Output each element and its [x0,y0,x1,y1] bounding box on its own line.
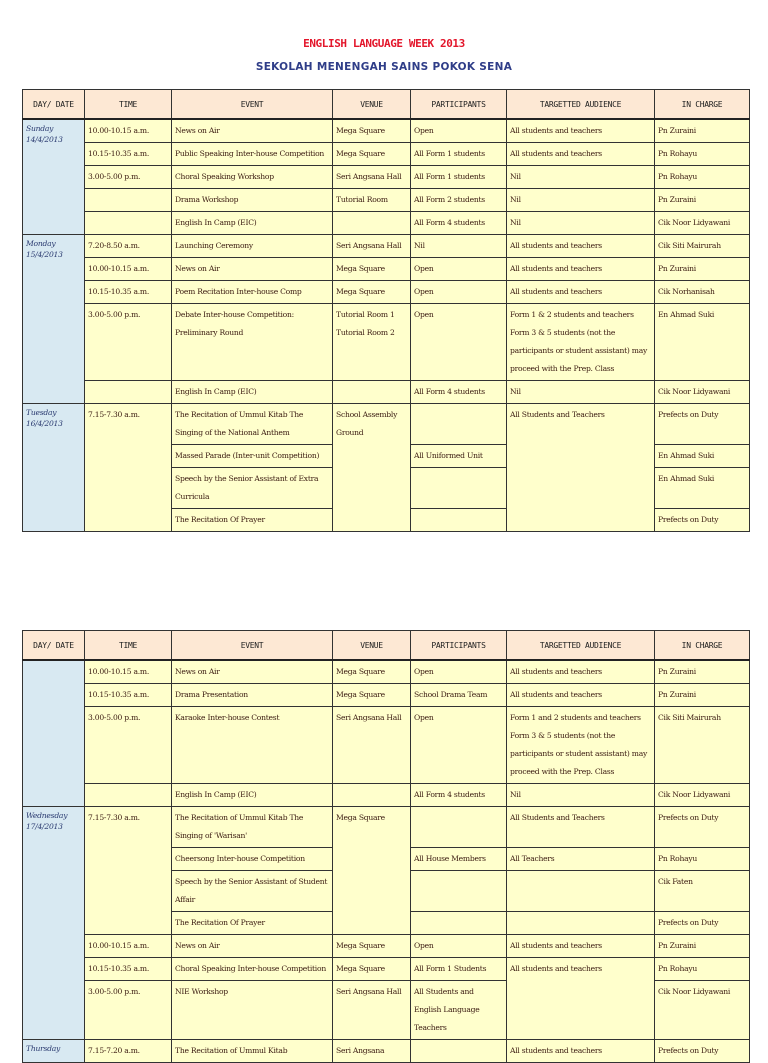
participants-cell: All Form 4 students [411,212,507,235]
venue-cell: Seri Angsana Hall [333,981,411,1040]
event-cell: Public Speaking Inter-house Competition [172,143,333,166]
audience-cell: Nil [507,166,655,189]
participants-cell: Open [411,707,507,784]
event-cell: Drama Workshop [172,189,333,212]
event-cell: The Recitation of Ummul Kitab The Singing of the National Anthem [172,404,333,445]
in-charge-cell: Prefects on Duty [655,807,750,848]
audience-cell: Form 1 and 2 students and teachers Form 3 & 5 students (not the participants or student assistant) may proceed with the Prep. Class [507,707,655,784]
event-cell: Drama Presentation [172,684,333,707]
event-cell: Choral Speaking Inter-house Competition [172,958,333,981]
header-venue: VENUE [333,631,411,661]
participants-cell: All Students and English Language Teachers [411,981,507,1040]
header-participants: PARTICIPANTS [411,631,507,661]
time-cell: 10.00-10.15 a.m. [85,935,172,958]
venue-cell [333,381,411,404]
event-cell: Karaoke Inter-house Contest [172,707,333,784]
event-cell: Massed Parade (Inter-unit Competition) [172,445,333,468]
in-charge-cell: Cik Norhanisah [655,281,750,304]
event-cell: The Recitation of Ummul Kitab [172,1040,333,1063]
venue-cell [333,212,411,235]
header-event: EVENT [172,631,333,661]
audience-cell: All students and teachers [507,684,655,707]
participants-cell: All Form 4 students [411,784,507,807]
event-cell: Launching Ceremony [172,235,333,258]
table-row [23,212,750,235]
table-row [23,166,750,189]
venue-cell: Mega Square [333,258,411,281]
participants-cell: Open [411,935,507,958]
header-day: DAY/ DATE [23,90,85,120]
audience-cell [507,912,655,935]
event-cell: News on Air [172,660,333,684]
venue-cell: Seri Angsana Hall [333,235,411,258]
audience-cell: All students and teachers [507,281,655,304]
in-charge-cell: Pn Zuraini [655,189,750,212]
venue-cell: Seri Angsana Hall [333,166,411,189]
header-row [23,90,750,120]
participants-cell: All Form 1 students [411,166,507,189]
header-in-charge: IN CHARGE [655,90,750,120]
audience-cell: Nil [507,381,655,404]
table-row [23,1040,750,1063]
header-audience: TARGETTED AUDIENCE [507,631,655,661]
participants-cell: Open [411,281,507,304]
in-charge-cell: Pn Zuraini [655,684,750,707]
table-row [23,189,750,212]
participants-cell: School Drama Team [411,684,507,707]
time-cell: 3.00-5.00 p.m. [85,981,172,1040]
event-cell: NIE Workshop [172,981,333,1040]
venue-cell: Seri Angsana [333,1040,411,1063]
audience-cell: All students and teachers [507,1040,655,1063]
participants-cell: All Form 1 students [411,143,507,166]
audience-cell: Nil [507,189,655,212]
participants-cell: All Form 1 Students [411,958,507,981]
event-cell: English In Camp (EIC) [172,212,333,235]
table-row [23,281,750,304]
table-row [23,707,750,784]
in-charge-cell: Cik Siti Mairurah [655,707,750,784]
in-charge-cell: Prefects on Duty [655,1040,750,1063]
participants-cell [411,871,507,912]
event-cell: News on Air [172,119,333,143]
table-row [23,660,750,684]
time-cell: 7.20-8.50 a.m. [85,235,172,258]
time-cell: 7.15-7.30 a.m. [85,807,172,935]
time-cell: 10.15-10.35 a.m. [85,143,172,166]
event-cell: English In Camp (EIC) [172,784,333,807]
venue-cell: Mega Square [333,660,411,684]
audience-cell: All students and teachers [507,235,655,258]
participants-cell [411,509,507,532]
day-cell-tuesday: Tuesday 16/4/2013 [23,404,85,532]
time-cell: 10.00-10.15 a.m. [85,660,172,684]
venue-cell: Mega Square [333,143,411,166]
in-charge-cell: En Ahmad Suki [655,304,750,381]
venue-cell: Seri Angsana Hall [333,707,411,784]
in-charge-cell: Pn Rohayu [655,958,750,981]
table-row [23,404,750,445]
table-row [23,935,750,958]
time-cell: 7.15-7.30 a.m. [85,404,172,532]
venue-cell: Mega Square [333,935,411,958]
time-cell [85,212,172,235]
in-charge-cell: Prefects on Duty [655,509,750,532]
audience-cell: All students and teachers [507,660,655,684]
in-charge-cell: Prefects on Duty [655,404,750,445]
event-cell: Speech by the Senior Assistant of Extra Curricula [172,468,333,509]
time-cell [85,381,172,404]
event-cell: The Recitation Of Prayer [172,509,333,532]
venue-cell [333,784,411,807]
audience-cell: All students and teachers [507,935,655,958]
participants-cell: Open [411,119,507,143]
in-charge-cell: Pn Zuraini [655,119,750,143]
in-charge-cell: Cik Faten [655,871,750,912]
audience-cell: Nil [507,784,655,807]
time-cell: 10.00-10.15 a.m. [85,119,172,143]
in-charge-cell: Cik Noor Lidyawani [655,784,750,807]
venue-cell: Mega Square [333,807,411,935]
time-cell [85,189,172,212]
venue-cell: Mega Square [333,684,411,707]
school-name: SEKOLAH MENENGAH SAINS POKOK SENA [255,61,513,73]
table-row [23,684,750,707]
header-time: TIME [85,631,172,661]
table-row [23,119,750,143]
day-cell-sunday: Sunday 14/4/2013 [23,119,85,235]
header-venue: VENUE [333,90,411,120]
day-cell-monday: Monday 15/4/2013 [23,235,85,404]
event-cell: Cheersong Inter-house Competition [172,848,333,871]
participants-cell [411,1040,507,1063]
in-charge-cell: Pn Rohayu [655,848,750,871]
audience-cell: Form 1 & 2 students and teachers Form 3 & 5 students (not the participants or student assistant) may proceed with the Prep. Class [507,304,655,381]
event-cell: Speech by the Senior Assistant of Student Affair [172,871,333,912]
in-charge-cell: En Ahmad Suki [655,445,750,468]
event-cell: News on Air [172,258,333,281]
in-charge-cell: Pn Zuraini [655,935,750,958]
audience-cell: All students and teachers [507,119,655,143]
audience-cell: All Students and Teachers [507,404,655,532]
audience-cell: All Teachers [507,848,655,871]
event-cell: English In Camp (EIC) [172,381,333,404]
header-participants: PARTICIPANTS [411,90,507,120]
day-cell-tuesday-cont [23,660,85,807]
audience-cell: All students and teachers [507,258,655,281]
participants-cell: All Form 4 students [411,381,507,404]
day-cell-wednesday: Wednesday 17/4/2013 [23,807,85,1040]
table-row [23,304,750,381]
audience-cell: All students and teachers [507,143,655,166]
in-charge-cell: Pn Rohayu [655,143,750,166]
time-cell: 7.15-7.20 a.m. [85,1040,172,1063]
venue-cell: Tutorial Room [333,189,411,212]
audience-cell: All Students and Teachers [507,807,655,848]
venue-cell: Mega Square [333,119,411,143]
time-cell: 10.15-10.35 a.m. [85,684,172,707]
time-cell: 3.00-5.00 p.m. [85,304,172,381]
time-cell: 3.00-5.00 p.m. [85,166,172,189]
participants-cell: All Form 2 students [411,189,507,212]
participants-cell: Open [411,660,507,684]
event-cell: News on Air [172,935,333,958]
time-cell [85,784,172,807]
table-row [23,784,750,807]
table-row [23,958,750,981]
venue-cell: Mega Square [333,958,411,981]
time-cell: 3.00-5.00 p.m. [85,707,172,784]
participants-cell: All Uniformed Unit [411,445,507,468]
participants-cell [411,404,507,445]
header-day: DAY/ DATE [23,631,85,661]
table-row [23,381,750,404]
table-row [23,807,750,848]
header-in-charge: IN CHARGE [655,631,750,661]
in-charge-cell: Pn Zuraini [655,258,750,281]
time-cell: 10.15-10.35 a.m. [85,281,172,304]
participants-cell: Open [411,304,507,381]
in-charge-cell: Prefects on Duty [655,912,750,935]
audience-cell: Nil [507,212,655,235]
schedule-table-2 [22,630,750,1063]
venue-cell: Mega Square [333,281,411,304]
in-charge-cell: Pn Zuraini [655,660,750,684]
table-row [23,143,750,166]
in-charge-cell: Cik Noor Lidyawani [655,981,750,1040]
header-audience: TARGETTED AUDIENCE [507,90,655,120]
header-row [23,631,750,661]
event-cell: Debate Inter-house Competition: Preliminary Round [172,304,333,381]
participants-cell [411,912,507,935]
participants-cell: Nil [411,235,507,258]
day-cell-thursday: Thursday [23,1040,85,1063]
header-time: TIME [85,90,172,120]
in-charge-cell: Cik Noor Lidyawani [655,381,750,404]
time-cell: 10.15-10.35 a.m. [85,958,172,981]
event-cell: Choral Speaking Workshop [172,166,333,189]
audience-cell [507,871,655,912]
in-charge-cell: Pn Rohayu [655,166,750,189]
venue-cell: School Assembly Ground [333,404,411,532]
in-charge-cell: Cik Noor Lidyawani [655,212,750,235]
participants-cell [411,468,507,509]
venue-cell: Tutorial Room 1 Tutorial Room 2 [333,304,411,381]
event-cell: The Recitation Of Prayer [172,912,333,935]
schedule-table-1 [22,89,750,532]
table-row [23,258,750,281]
participants-cell: All House Members [411,848,507,871]
event-cell: The Recitation of Ummul Kitab The Singing of 'Warisan' [172,807,333,848]
in-charge-cell: En Ahmad Suki [655,468,750,509]
in-charge-cell: Cik Siti Mairurah [655,235,750,258]
header-event: EVENT [172,90,333,120]
time-cell: 10.00-10.15 a.m. [85,258,172,281]
participants-cell: Open [411,258,507,281]
document-title: ENGLISH LANGUAGE WEEK 2013 [303,37,465,50]
event-cell: Poem Recitation Inter-house Comp [172,281,333,304]
participants-cell [411,807,507,848]
audience-cell: All students and teachers [507,958,655,1040]
table-row [23,235,750,258]
